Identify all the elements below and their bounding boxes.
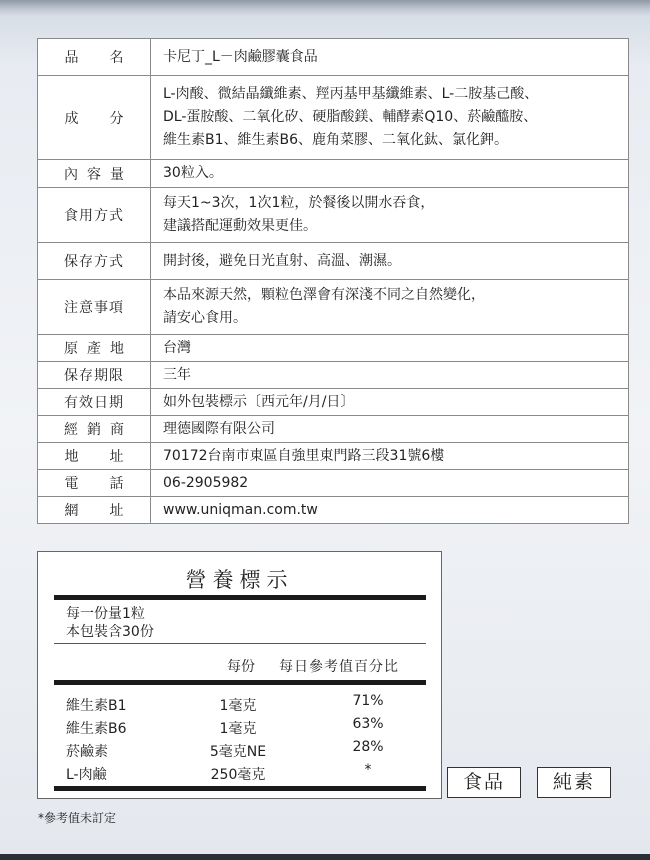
- divider: [54, 786, 426, 791]
- spec-value: 卡尼丁_L－肉鹼膠囊食品: [151, 39, 629, 76]
- spec-value: 每天1~3次，1次1粒，於餐後以開水吞食， 建議搭配運動效果更佳。: [151, 188, 629, 243]
- nutrient-pct: 71%: [352, 693, 384, 709]
- spec-value: 三年: [151, 362, 629, 389]
- spec-row-name: [38, 39, 629, 76]
- nutrient-amount: 1毫克: [219, 698, 257, 714]
- spec-value: 開封後，避免日光直射、高溫、潮濕。: [151, 243, 629, 280]
- nutrient-pct: 63%: [352, 716, 384, 732]
- spec-row-content: [38, 160, 629, 188]
- nutrient-row: [38, 715, 441, 738]
- spec-label: 成分: [38, 76, 151, 160]
- food-badge: 食品: [447, 767, 521, 798]
- spec-value: 本品來源天然，顆粒色澤會有深淺不同之自然變化， 請安心食用。: [151, 280, 629, 335]
- nutrient-name: 維生素B6: [66, 721, 127, 737]
- spec-row-usage: [38, 188, 629, 243]
- serving-size: 每一份量1粒: [66, 606, 145, 622]
- spec-label: 地址: [38, 443, 151, 470]
- spec-label: 電話: [38, 470, 151, 497]
- divider: [54, 643, 426, 644]
- serving-info: [66, 605, 154, 641]
- spec-row-website: [38, 497, 629, 524]
- nutrition-facts-panel: [37, 551, 442, 799]
- spec-label: 保存期限: [38, 362, 151, 389]
- divider: [54, 680, 426, 685]
- bottom-border: [0, 854, 650, 860]
- nutrient-amount: 1毫克: [219, 721, 257, 737]
- spec-label: 食用方式: [38, 188, 151, 243]
- spec-label: 內容量: [38, 160, 151, 188]
- spec-value: L-肉酸、微結晶纖維素、羥丙基甲基纖維素、L-二胺基己酸、 DL-蛋胺酸、二氧化矽、硬脂酸鎂、輔酵素Q10、菸鹼醯胺、 維生素B1、維生素B6、鹿角菜膠、二氧化鈦、氯化鉀。: [151, 76, 629, 160]
- spec-row-phone: [38, 470, 629, 497]
- spec-row-distributor: [38, 416, 629, 443]
- nutrient-pct: *: [364, 762, 372, 778]
- nutrient-pct: 28%: [352, 739, 384, 755]
- footnote: *參考值未訂定: [38, 811, 117, 825]
- vegan-badge: 純素: [537, 767, 611, 798]
- nutrient-list: [38, 692, 441, 784]
- spec-value: 理德國際有限公司: [151, 416, 629, 443]
- column-header-daily-pct: 每日參考值百分比: [279, 659, 399, 675]
- spec-value: 30粒入。: [151, 160, 629, 188]
- spec-row-notice: [38, 280, 629, 335]
- spec-row-expiry: [38, 389, 629, 416]
- spec-row-storage: [38, 243, 629, 280]
- spec-label: 原產地: [38, 335, 151, 362]
- spec-row-address: [38, 443, 629, 470]
- divider: [54, 595, 426, 600]
- spec-label: 保存方式: [38, 243, 151, 280]
- spec-row-origin: [38, 335, 629, 362]
- product-spec-table: [37, 38, 629, 524]
- spec-label: 品名: [38, 39, 151, 76]
- nutrition-title: 營養標示: [185, 568, 294, 592]
- nutrient-row: [38, 761, 441, 784]
- spec-label: 有效日期: [38, 389, 151, 416]
- nutrient-row: [38, 692, 441, 715]
- spec-label: 網址: [38, 497, 151, 524]
- nutrient-row: [38, 738, 441, 761]
- spec-row-shelf-life: [38, 362, 629, 389]
- spec-value: www.uniqman.com.tw: [151, 497, 629, 524]
- servings-per-pack: 本包裝含30份: [66, 624, 154, 640]
- spec-label: 注意事項: [38, 280, 151, 335]
- spec-value: 70172台南市東區自強里東門路三段31號6樓: [151, 443, 629, 470]
- top-shadow: [0, 0, 650, 16]
- spec-row-ingredients: [38, 76, 629, 160]
- column-header-per-serving: 每份: [227, 659, 255, 675]
- nutrient-amount: 250毫克: [210, 767, 266, 783]
- nutrient-name: 菸鹼素: [66, 744, 108, 760]
- spec-value: 台灣: [151, 335, 629, 362]
- spec-value: 如外包裝標示〔西元年/月/日〕: [151, 389, 629, 416]
- nutrient-amount: 5毫克NE: [209, 744, 267, 760]
- spec-label: 經銷商: [38, 416, 151, 443]
- spec-value: 06-2905982: [151, 470, 629, 497]
- nutrient-name: 維生素B1: [66, 698, 127, 714]
- nutrient-name: L-肉鹼: [66, 767, 107, 783]
